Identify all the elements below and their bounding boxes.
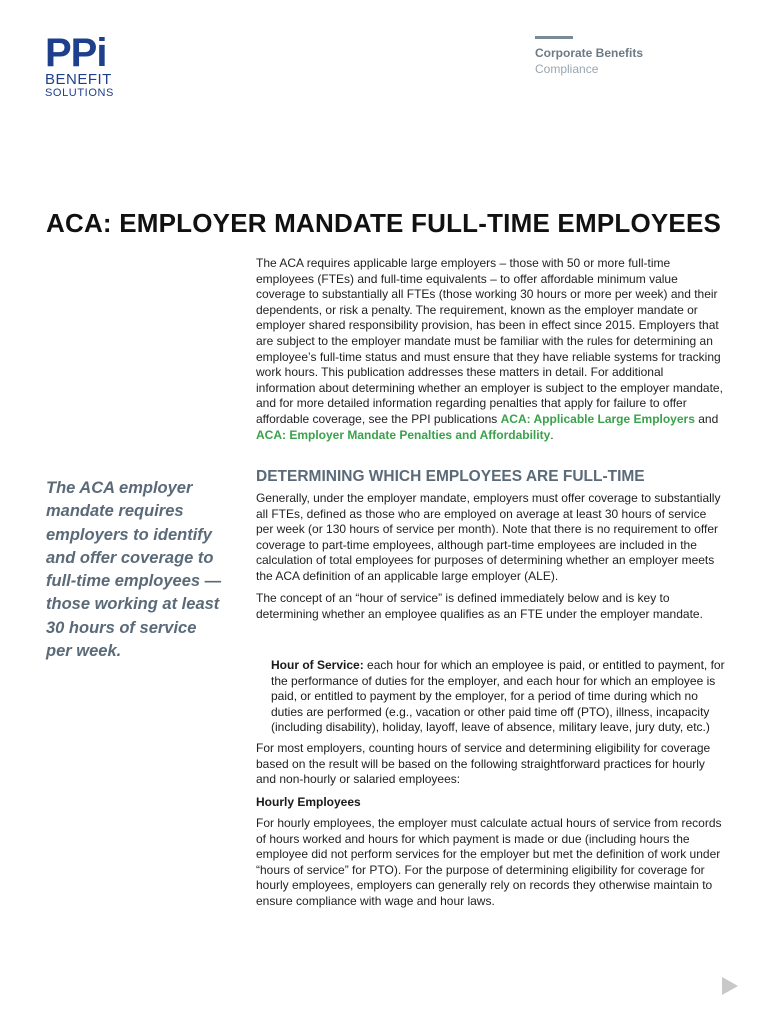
para2-text: The concept of an “hour of service” is defined immediately below and is key to determining whether an employee qualifies as an FTE under the employer mandate. bbox=[256, 591, 703, 621]
paragraph-hour-of-service-intro bbox=[256, 591, 724, 622]
page-title: ACA: EMPLOYER MANDATE FULL-TIME EMPLOYEES bbox=[46, 208, 722, 238]
header-subcategory: Compliance bbox=[535, 62, 599, 76]
header-divider bbox=[535, 36, 573, 39]
definition-term: Hour of Service: bbox=[271, 658, 364, 672]
logo-benefit-text: BENEFIT bbox=[45, 71, 112, 88]
para4-text: For hourly employees, the employer must calculate actual hours of service from records of hours worked and hours for which payment is made or due (including hours the employee did not perform services for the employer but met the definition of work under “hours of service” for PTO). For the purpose of determining eligibility for coverage for hourly employees, employers can generally rely on records they otherwise maintain to ensure compliance with wage and hour laws. bbox=[256, 816, 722, 908]
para3-text: For most employers, counting hours of service and determining eligibility for coverage based on the result will be based on the following straightforward practices for hourly and non-hourly or salaried employees: bbox=[256, 741, 711, 787]
para1-text: Generally, under the employer mandate, employers must offer coverage to substantially all FTEs, defined as those who are employed on average at least 30 hours of service per week (or 130 hours of service per month). Note that there is no requirement to offer coverage to part-time employees, although part-time employees are included in the calculation of total employees for purposes of determining whether an employer meets the ACA definition of an applicable large employer (ALE). bbox=[256, 491, 721, 583]
link-applicable-large-employers[interactable]: ACA: Applicable Large Employers bbox=[500, 411, 695, 426]
intro-end: . bbox=[550, 427, 554, 442]
play-triangle-icon[interactable] bbox=[722, 977, 738, 995]
paragraph-counting-hours bbox=[256, 741, 724, 788]
link-employer-mandate-penalties[interactable]: ACA: Employer Mandate Penalties and Affordability bbox=[256, 427, 551, 442]
definition-hour-of-service bbox=[271, 658, 726, 736]
header-category-block bbox=[535, 36, 643, 77]
paragraph-full-time-definition bbox=[256, 491, 724, 585]
logo-ppi-text: PPi bbox=[45, 31, 107, 75]
logo-solutions-text: SOLUTIONS bbox=[45, 87, 114, 99]
paragraph-hourly-employees bbox=[256, 816, 724, 910]
intro-text: The ACA requires applicable large employers – those with 50 or more full-time employees (FTEs) and full-time equivalents – to offer affordable minimum value coverage to substantially all FTEs (those working 30 hours or more per week) and their dependents, or risk a penalty. The requirement, known as the employer mandate or employer shared responsibility provision, has been in effect since 2015. Employers that are subject to the employer mandate must be familiar with the rules for determining an employee’s full-time status and must ensure that they have reliable systems for tracking work hours. This publication addresses these matters in detail. For additional information about determining whether an employer is subject to the employer mandate, and for more detailed information regarding penalties that apply for failure to offer affordable coverage, see the PPI publications bbox=[256, 256, 723, 426]
ppi-logo bbox=[45, 31, 135, 108]
intro-paragraph bbox=[256, 256, 724, 443]
subheading-hourly-employees: Hourly Employees bbox=[256, 795, 361, 809]
pull-quote: The ACA employer mandate requires employers to identify and offer coverage to full-time employees — those working at least 30 hours of service per week. bbox=[46, 479, 222, 661]
header-category: Corporate Benefits bbox=[535, 46, 644, 60]
section-heading: DETERMINING WHICH EMPLOYEES ARE FULL-TIME bbox=[256, 468, 645, 485]
definition-text: each hour for which an employee is paid, or entitled to payment, for the performance of duties for the employer, and each hour for which an employee is paid, or entitled to payment by the employer, for a period of time during which no duties are performed (e.g., vacation or other paid time off (PTO), illness, incapacity (including disability), holiday, layoff, leave of absence, military leave, jury duty, etc.) bbox=[271, 658, 725, 735]
intro-and: and bbox=[694, 411, 719, 426]
